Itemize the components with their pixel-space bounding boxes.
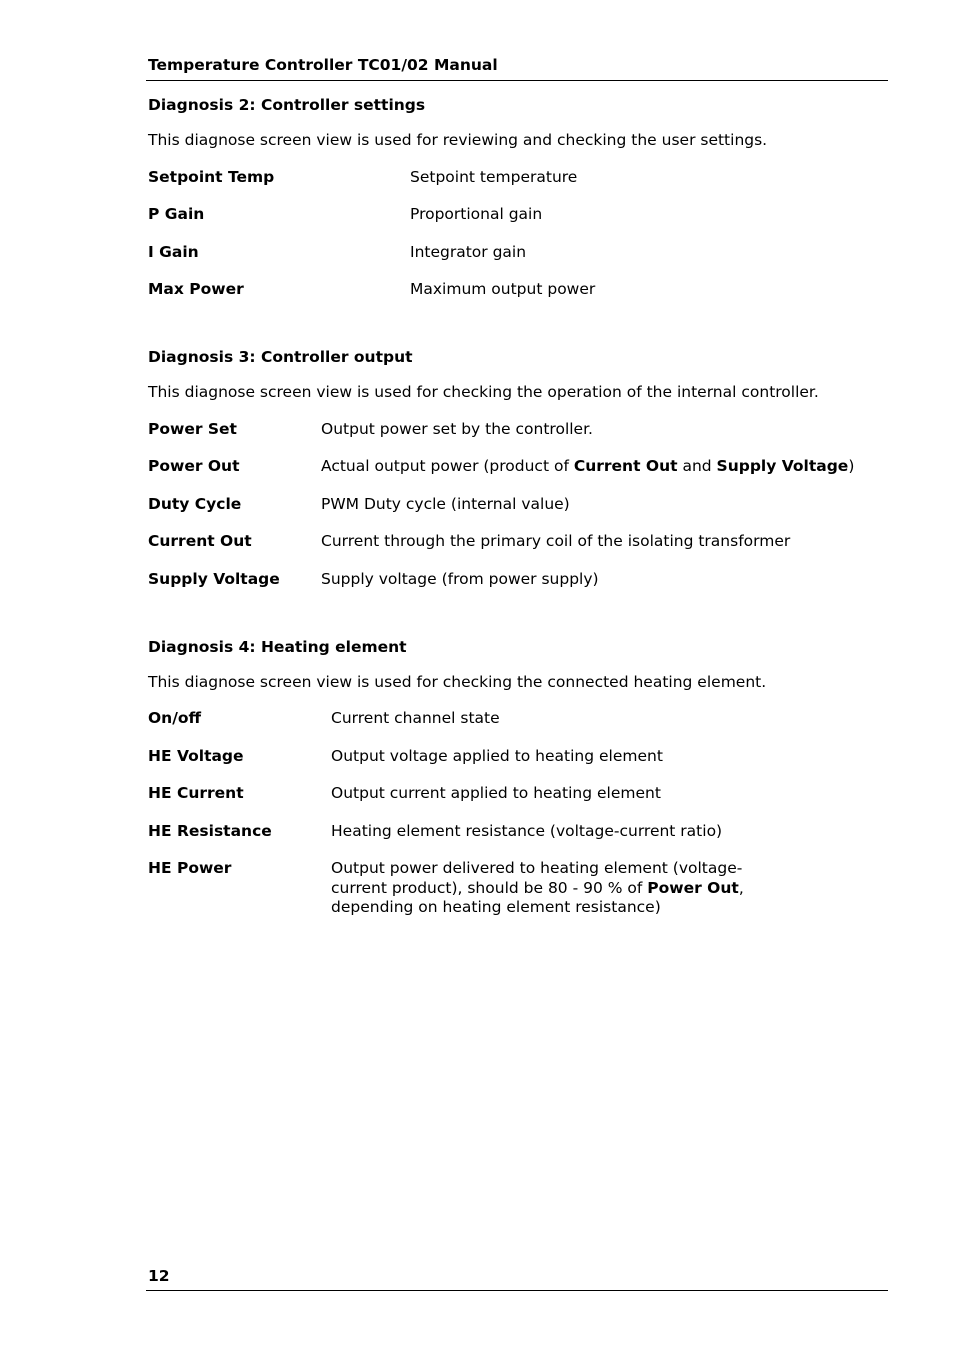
definition-term: Current Out	[148, 532, 252, 550]
section-intro-diagnosis-3: This diagnose screen view is used for checking the operation of the internal controller.	[148, 383, 819, 401]
section-title-diagnosis-2: Diagnosis 2: Controller settings	[148, 96, 426, 114]
desc-text: )	[848, 457, 855, 475]
definition-description: Maximum output power	[410, 280, 596, 298]
section-title-diagnosis-3: Diagnosis 3: Controller output	[148, 348, 413, 366]
definition-description: Proportional gain	[410, 205, 543, 223]
desc-text: and	[677, 457, 717, 475]
definition-term: HE Current	[148, 784, 244, 802]
definition-term: HE Power	[148, 859, 232, 877]
section-intro-diagnosis-4: This diagnose screen view is used for checking the connected heating element.	[148, 673, 767, 691]
desc-text: Actual output power (product of	[321, 457, 574, 475]
definition-description: Heating element resistance (voltage-current ratio)	[331, 822, 723, 840]
definition-description: Output power set by the controller.	[321, 420, 593, 438]
definition-description: Setpoint temperature	[410, 168, 578, 186]
desc-emphasis-supply-voltage: Supply Voltage	[716, 457, 849, 475]
definition-description: Output voltage applied to heating element	[331, 747, 663, 765]
definition-description	[321, 457, 888, 477]
header-rule	[146, 80, 888, 81]
definition-term: Power Set	[148, 420, 237, 438]
section-title-diagnosis-4: Diagnosis 4: Heating element	[148, 638, 407, 656]
definition-term: HE Voltage	[148, 747, 244, 765]
definition-description: Output current applied to heating element	[331, 784, 661, 802]
desc-text: Output power delivered to heating element (voltage-current product), should be 80 - 90 % of	[331, 859, 743, 897]
page-number: 12	[148, 1267, 170, 1285]
footer-rule	[146, 1290, 888, 1291]
definition-description: Supply voltage (from power supply)	[321, 570, 599, 588]
definition-term: Supply Voltage	[148, 570, 280, 588]
definition-term: P Gain	[148, 205, 205, 223]
definition-term: Duty Cycle	[148, 495, 242, 513]
definition-description: Current channel state	[331, 709, 500, 727]
definition-term: On/off	[148, 709, 202, 727]
desc-emphasis-current-out: Current Out	[573, 457, 678, 475]
desc-emphasis-power-out: Power Out	[647, 878, 739, 897]
running-header: Temperature Controller TC01/02 Manual	[148, 56, 498, 74]
definition-term: HE Resistance	[148, 822, 272, 840]
section-intro-diagnosis-2: This diagnose screen view is used for reviewing and checking the user settings.	[148, 131, 768, 149]
definition-description	[331, 859, 793, 918]
definition-term: I Gain	[148, 243, 199, 261]
definition-description: Current through the primary coil of the isolating transformer	[321, 532, 791, 550]
definition-description: PWM Duty cycle (internal value)	[321, 495, 570, 513]
desc-text: , depending on heating element resistance)	[331, 878, 744, 916]
definition-term: Setpoint Temp	[148, 168, 275, 186]
manual-page	[148, 0, 888, 1350]
definition-term: Max Power	[148, 280, 244, 298]
definition-description: Integrator gain	[410, 243, 527, 261]
definition-term: Power Out	[148, 457, 240, 475]
